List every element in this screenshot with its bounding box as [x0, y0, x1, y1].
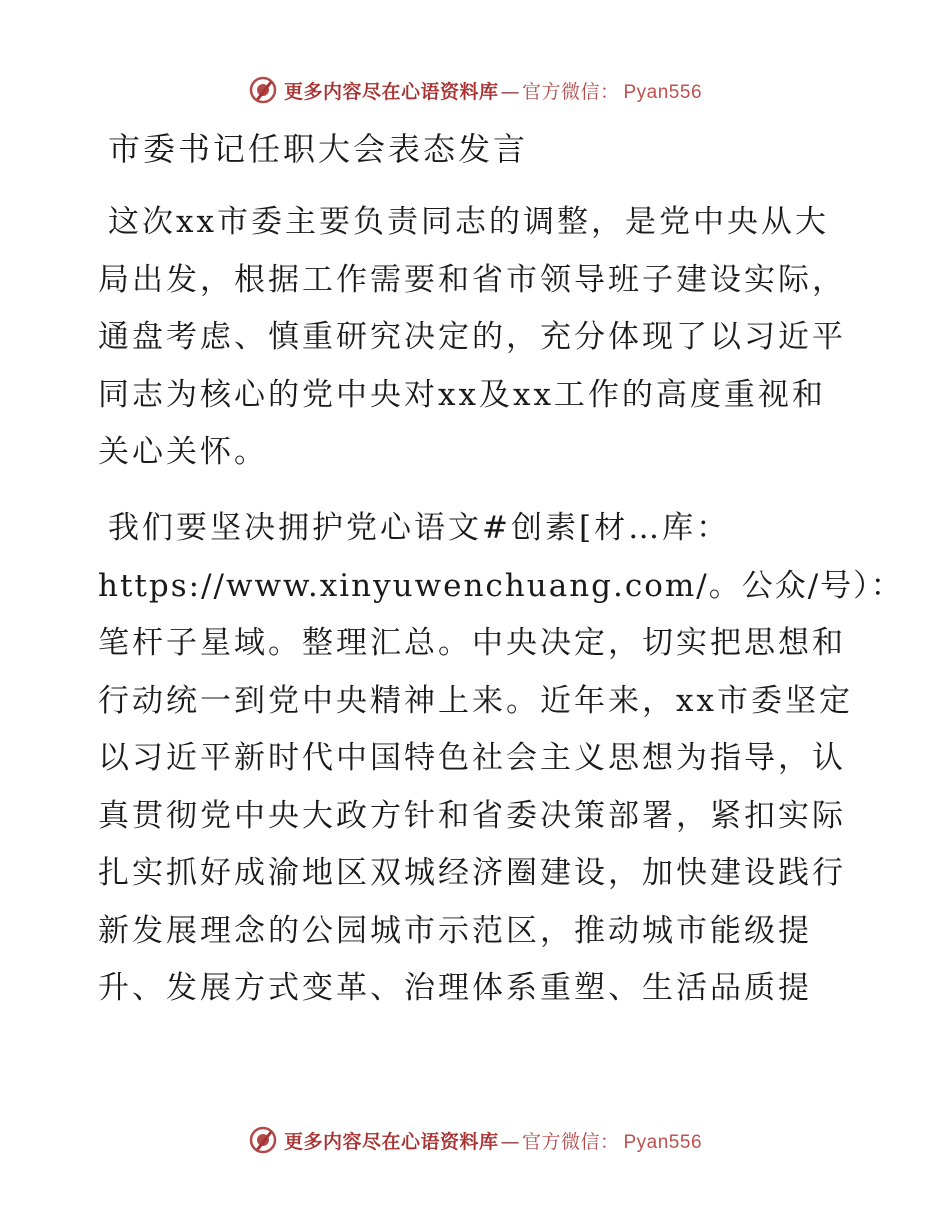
document-title: 市委书记任职大会表态发言	[108, 130, 529, 168]
paragraph-line: 行动统一到党中央精神上来。近年来，xx市委坚定	[98, 682, 853, 719]
quill-pen-logo-icon	[248, 75, 278, 105]
paragraph-line: 这次xx市委主要负责同志的调整，是党中央从大	[108, 204, 829, 240]
paragraph-line: 升、发展方式变革、治理体系重塑、生活品质提	[98, 970, 812, 1006]
paragraph-line: 局出发，根据工作需要和省市领导班子建设实际，	[98, 261, 846, 298]
footer-watermark	[0, 1120, 950, 1160]
watermark-separator: —	[500, 80, 520, 103]
paragraph-line: 关心关怀。	[98, 434, 268, 470]
paragraph-line: 新发展理念的公园城市示范区，推动城市能级提	[98, 912, 812, 949]
paragraph-line: https://www.xinyuwenchuang.com/。公众/号）：	[98, 567, 904, 604]
watermark-separator: —	[500, 1130, 520, 1153]
paragraph-1	[98, 194, 858, 482]
watermark-brand: 更多内容尽在心语资料库	[283, 80, 499, 103]
header-watermark	[0, 70, 950, 110]
watermark-text	[284, 77, 702, 104]
watermark-wechat-id: Pyan556	[623, 81, 703, 103]
paragraph-line: 以习近平新时代中国特色社会主义思想为指导，认	[98, 740, 846, 776]
watermark-text	[284, 1127, 702, 1154]
watermark-brand: 更多内容尽在心语资料库	[283, 1130, 499, 1153]
paragraph-line: 同志为核心的党中央对xx及xx工作的高度重视和	[98, 376, 826, 413]
paragraph-line: 扎实抓好成渝地区双城经济圈建设，加快建设践行	[98, 855, 846, 891]
paragraph-line: 笔杆子星域。整理汇总。中央决定，切实把思想和	[98, 625, 846, 661]
watermark-wechat-label: 官方微信：	[521, 80, 620, 103]
paragraph-line: 我们要坚决拥护党心语文#创素[材…库：	[108, 510, 731, 546]
quill-pen-logo-icon	[248, 1125, 278, 1155]
paragraph-line: 通盘考虑、慎重研究决定的，充分体现了以习近平	[98, 319, 846, 355]
paragraph-line: 真贯彻党中央大政方针和省委决策部署，紧扣实际	[98, 797, 846, 834]
watermark-wechat-id: Pyan556	[623, 1131, 703, 1153]
watermark-wechat-label: 官方微信：	[521, 1130, 620, 1153]
paragraph-2	[98, 500, 904, 1018]
